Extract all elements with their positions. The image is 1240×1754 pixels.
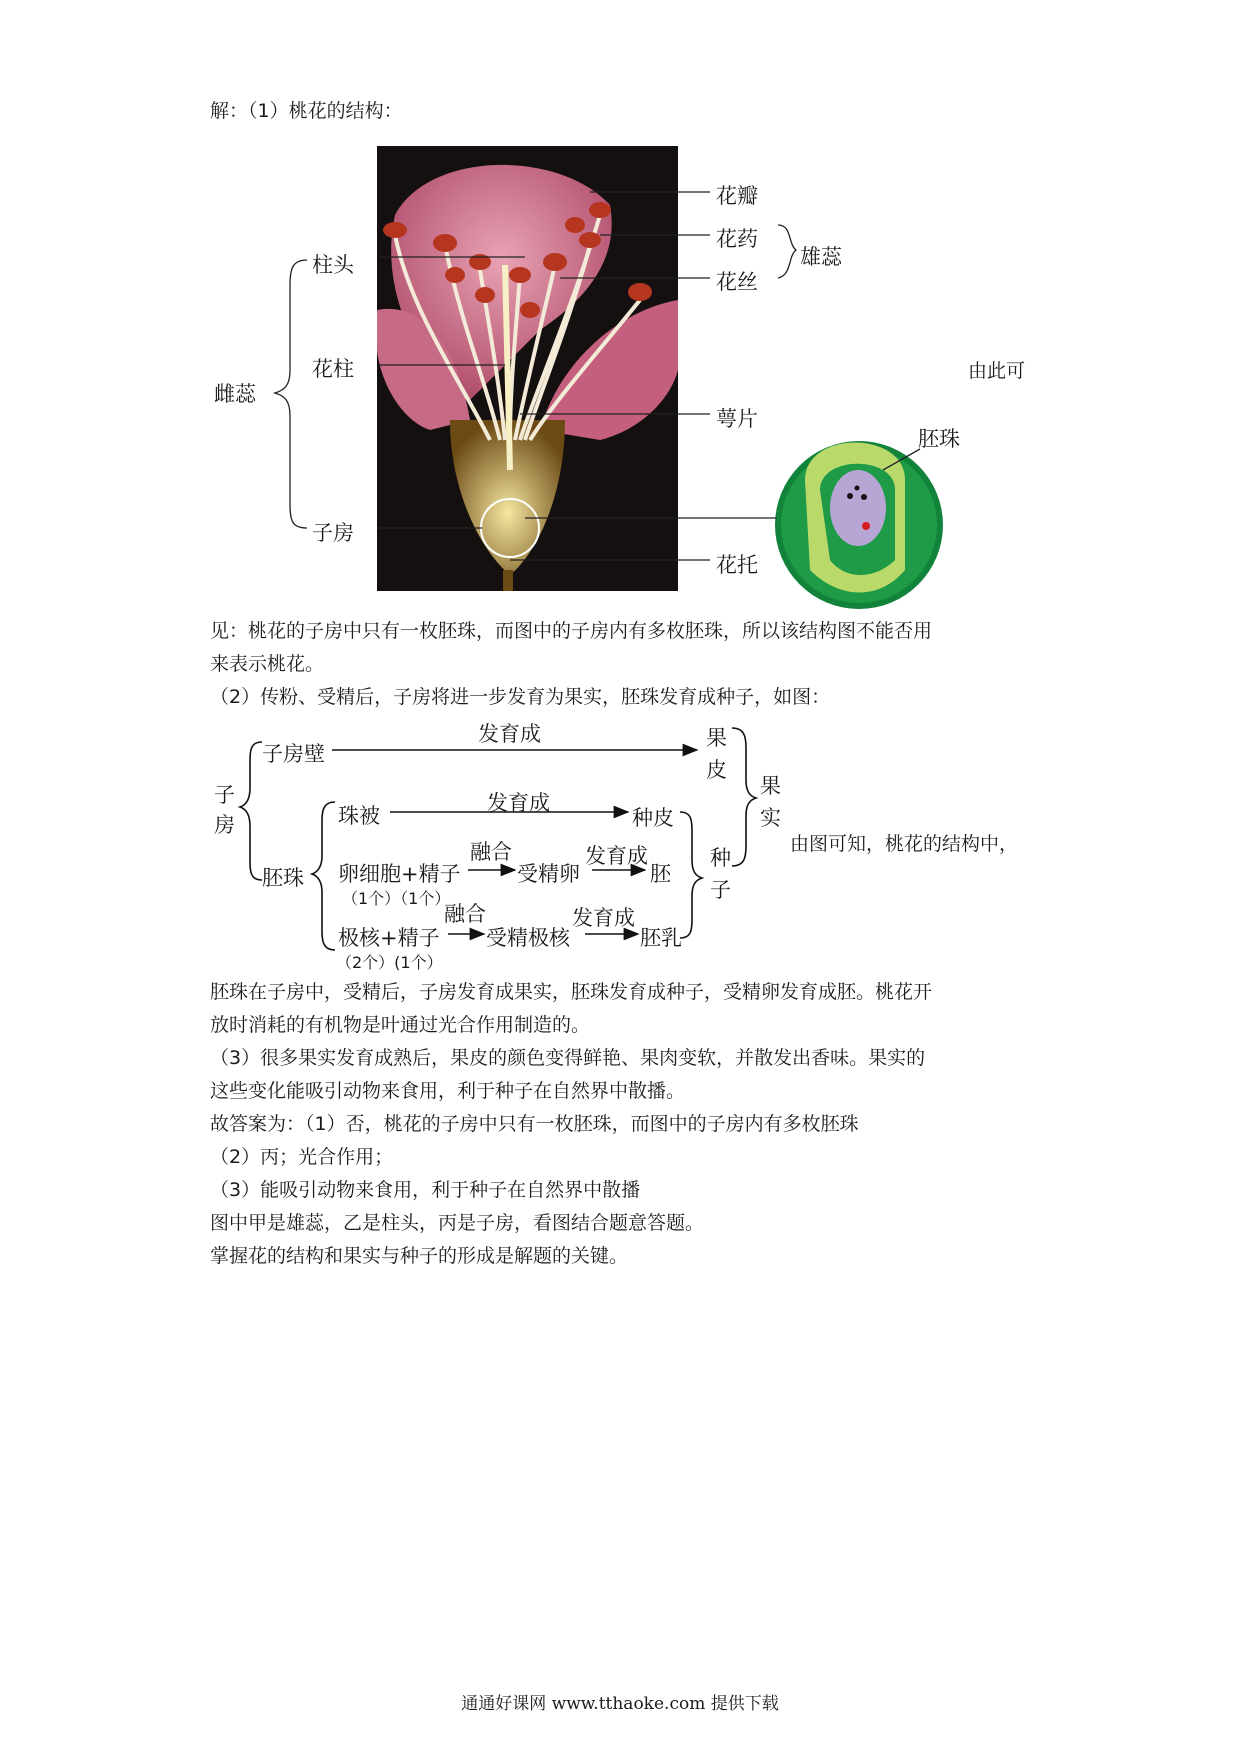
label-pistil: 雌蕊 bbox=[214, 382, 256, 406]
dev-endosperm: 胚乳 bbox=[640, 926, 682, 950]
dev-ovary: 子 房 bbox=[214, 783, 235, 837]
dev-seed: 种 子 bbox=[710, 846, 731, 902]
answer-line-3: （3）能吸引动物来食用，利于种子在自然界中散播 bbox=[210, 1179, 641, 1201]
dev-polar-sperm: 极核+精子 bbox=[338, 926, 440, 950]
label-anther: 花药 bbox=[716, 227, 758, 251]
dev-ovule: 胚珠 bbox=[262, 866, 304, 890]
dev-embryo: 胚 bbox=[650, 862, 671, 886]
dev-fusion-1: 融合 bbox=[470, 840, 512, 864]
paragraph-2: （2）传粉、受精后，子房将进一步发育为果实，胚珠发育成种子，如图： bbox=[210, 686, 831, 708]
dev-zygote: 受精卵 bbox=[517, 862, 580, 886]
label-stamen: 雄蕊 bbox=[800, 245, 842, 269]
label-style: 花柱 bbox=[312, 357, 354, 381]
dev-egg-sperm: 卵细胞+精子 bbox=[338, 862, 461, 886]
paragraph-3-line-1: 胚珠在子房中，受精后，子房发育成果实，胚珠发育成种子，受精卵发育成胚。桃花开 bbox=[210, 981, 933, 1003]
paragraph-1-line-2: 来表示桃花。 bbox=[210, 653, 325, 675]
label-receptacle: 花托 bbox=[716, 553, 758, 577]
answer-line-2: （2）丙；光合作用； bbox=[210, 1146, 394, 1168]
solution-heading: 解：（1）桃花的结构： bbox=[210, 100, 403, 122]
answer-line-1: 故答案为：（1）否，桃花的子房中只有一枚胚珠，而图中的子房内有多枚胚珠 bbox=[210, 1113, 859, 1135]
dev-fertilized-polar: 受精极核 bbox=[486, 926, 570, 950]
paragraph-4-line-1: （3）很多果实发育成熟后，果皮的颜色变得鲜艳、果肉变软，并散发出香味。果实的 bbox=[210, 1047, 926, 1069]
dev-fusion-2: 融合 bbox=[444, 902, 486, 926]
note-line-1: 图中甲是雄蕊，乙是柱头，丙是子房，看图结合题意答题。 bbox=[210, 1212, 705, 1234]
dev-seed-coat: 种皮 bbox=[632, 806, 674, 830]
dev-fruit: 果 实 bbox=[760, 774, 781, 830]
paragraph-3-line-2: 放时消耗的有机物是叶通过光合作用制造的。 bbox=[210, 1014, 591, 1036]
dev-polar-count: （2个）(1个） bbox=[336, 953, 443, 972]
dev-pericarp: 果 皮 bbox=[706, 726, 727, 782]
paragraph-1-line-1: 见：桃花的子房中只有一枚胚珠，而图中的子房内有多枚胚珠，所以该结构图不能否用 bbox=[210, 620, 933, 642]
note-line-2: 掌握花的结构和果实与种子的形成是解题的关键。 bbox=[210, 1245, 629, 1267]
side-text-2: 由图可知，桃花的结构中， bbox=[790, 833, 1019, 855]
label-sepal: 萼片 bbox=[716, 407, 758, 431]
dev-develops-3: 发育成 bbox=[585, 844, 648, 868]
page-footer: 通通好课网 www.tthaoke.com 提供下载 bbox=[461, 1694, 779, 1714]
paragraph-4-line-2: 这些变化能吸引动物来食用，利于种子在自然界中散播。 bbox=[210, 1080, 686, 1102]
dev-ovary-wall: 子房壁 bbox=[262, 742, 325, 766]
label-stigma: 柱头 bbox=[312, 253, 354, 277]
dev-egg-count: （1个）（1个） bbox=[342, 889, 451, 908]
label-ovary: 子房 bbox=[312, 521, 354, 545]
dev-integument: 珠被 bbox=[338, 804, 380, 828]
dev-develops-2: 发育成 bbox=[487, 791, 550, 815]
label-petal: 花瓣 bbox=[716, 184, 758, 208]
dev-develops-1: 发育成 bbox=[478, 722, 541, 746]
side-text-1: 由此可 bbox=[968, 360, 1026, 382]
label-ovule: 胚珠 bbox=[918, 427, 960, 451]
label-filament: 花丝 bbox=[716, 270, 758, 294]
dev-develops-4: 发育成 bbox=[572, 906, 635, 930]
